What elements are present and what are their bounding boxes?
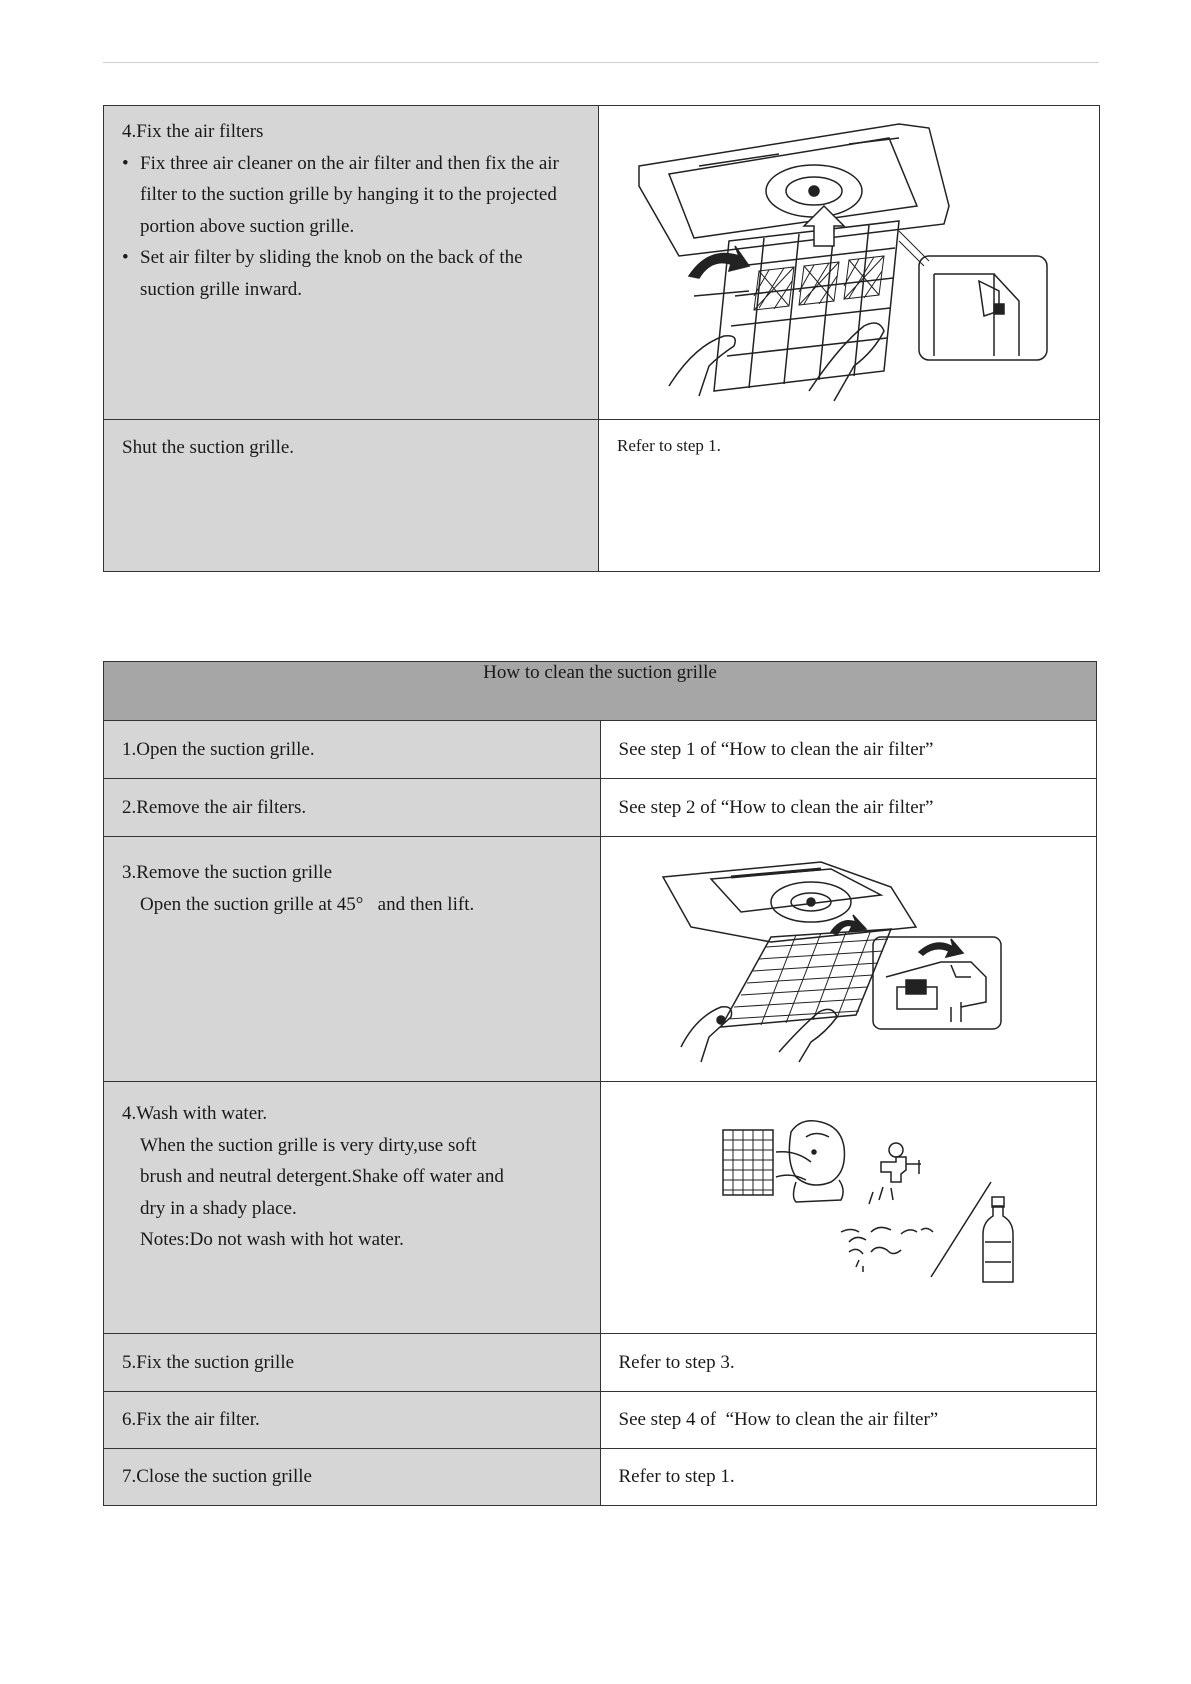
row1-left: 1.Open the suction grille. — [122, 738, 315, 760]
clean-suction-grille-header: How to clean the suction grille — [104, 662, 1097, 721]
page-top-rule — [103, 62, 1099, 63]
table-row — [600, 1449, 1097, 1506]
row2-right: See step 2 of “How to clean the air filter” — [618, 796, 934, 818]
step4-wash-line-1: When the suction grille is very dirty,use soft — [140, 1134, 477, 1156]
table-row — [600, 1334, 1097, 1392]
row6-right: See step 4 of “How to clean the air filter” — [618, 1409, 939, 1431]
step3-title: 3.Remove the suction grille — [122, 862, 333, 883]
step4-bullet-2: Set air filter by sliding the knob on the back of the suction grille inward. — [140, 247, 523, 300]
step3-remove-grille-cell — [104, 837, 601, 1082]
table-row — [600, 779, 1097, 837]
table-row — [600, 1392, 1097, 1449]
row7-right: Refer to step 1. — [618, 1466, 735, 1488]
row6-left: 6.Fix the air filter. — [122, 1409, 260, 1431]
shut-grille-text: Shut the suction grille. — [122, 437, 295, 458]
fix-filters-illustration-cell — [599, 106, 1100, 420]
step3-body: Open the suction grille at 45° and then lift. — [140, 893, 475, 915]
shut-grille-ref-cell — [599, 420, 1100, 572]
row7-left: 7.Close the suction grille — [122, 1466, 312, 1488]
step4-wash-cell — [104, 1082, 601, 1334]
clean-suction-grille-table — [103, 661, 1097, 1506]
step4-fix-filters-cell: 4.Fix the air filters • Fix three air cleaner on the air filter and then fix the air filter to the suction grille by hanging it to the projected portion above suction grille. • Set air filter by sliding the knob on the back of the suction grille inward. — [104, 106, 599, 420]
shut-grille-cell — [104, 420, 599, 572]
table-row — [104, 779, 601, 837]
step4-wash-line-3: dry in a shady place. — [140, 1197, 297, 1219]
fix-filters-table — [103, 105, 1100, 572]
wash-illustration-cell — [600, 1082, 1097, 1334]
table-row — [104, 721, 601, 779]
step4-wash-title: 4.Wash with water. — [122, 1103, 268, 1124]
step4-wash-note: Notes:Do not wash with hot water. — [140, 1229, 404, 1250]
shut-grille-ref-text: Refer to step 1. — [617, 436, 721, 455]
wash-with-water-illustration — [601, 1082, 1099, 1332]
row1-right: See step 1 of “How to clean the air filter” — [618, 738, 934, 760]
row5-right: Refer to step 3. — [618, 1351, 735, 1373]
table-row — [104, 1449, 601, 1506]
step4-wash-line-2: brush and neutral detergent.Shake off water and — [140, 1166, 504, 1187]
step4-bullet-1: Fix three air cleaner on the air filter and then fix the air filter to the suction grille by hanging it to the projected portion above suction grille. — [140, 152, 559, 237]
table-row — [104, 1392, 601, 1449]
table-row — [600, 721, 1097, 779]
remove-suction-grille-illustration — [601, 837, 1099, 1080]
remove-grille-illustration-cell — [600, 837, 1097, 1082]
row2-left: 2.Remove the air filters. — [122, 796, 307, 818]
step4-title: 4.Fix the air filters — [122, 121, 264, 142]
table-row — [104, 1334, 601, 1392]
row5-left: 5.Fix the suction grille — [122, 1351, 295, 1373]
fix-air-filter-illustration — [599, 106, 1097, 418]
